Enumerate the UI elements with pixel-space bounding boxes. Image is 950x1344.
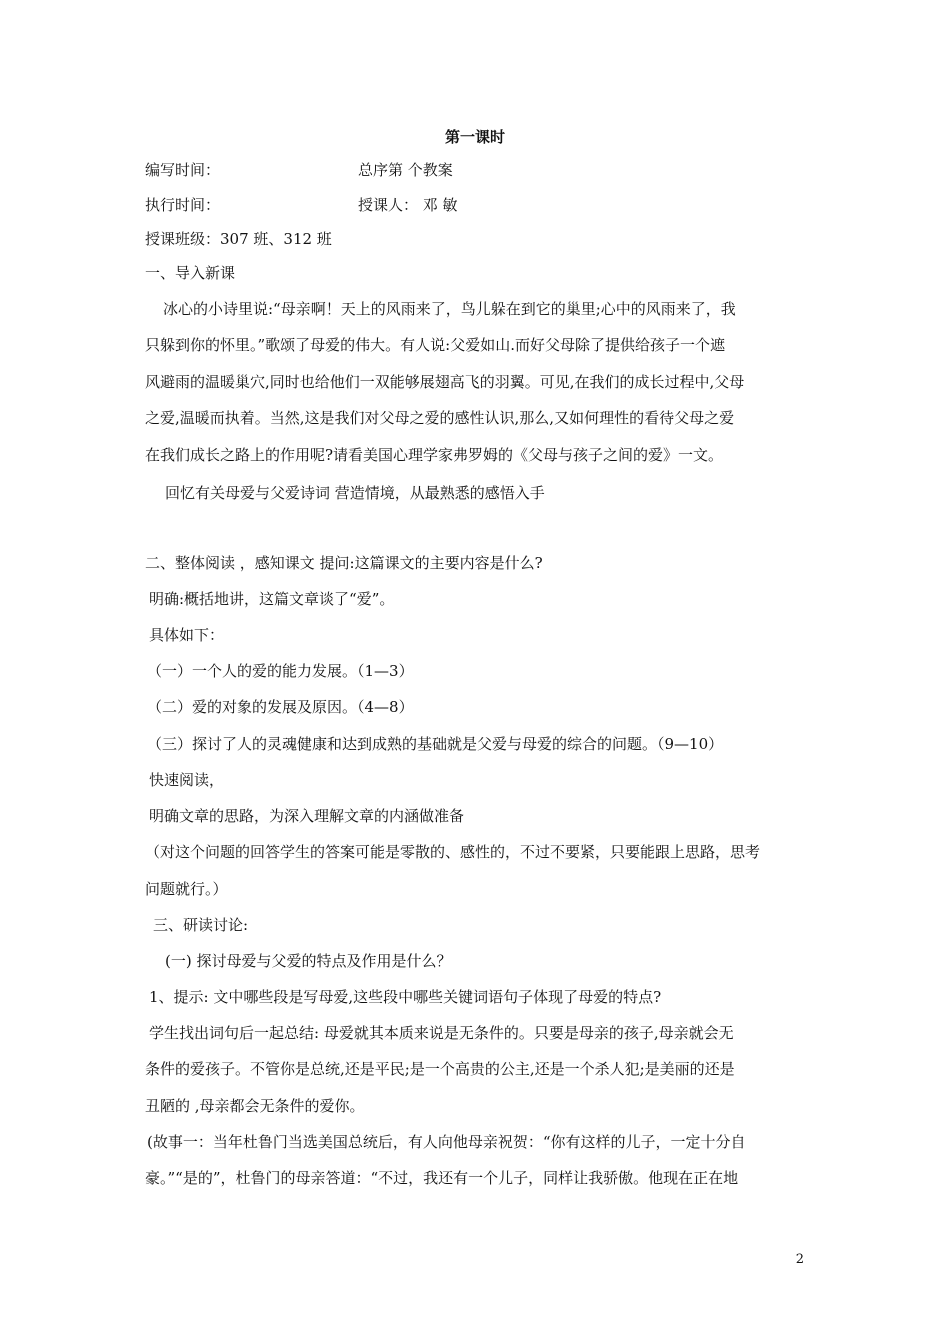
- section3-subheading: (一) 探讨母爱与父爱的特点及作用是什么？: [165, 952, 452, 970]
- section2-remark-line: 问题就行。）: [145, 880, 228, 898]
- section2-item: （一）一个人的爱的能力发展。（1—3）: [147, 662, 414, 680]
- section3-story-line: 豪。”“是的”，杜鲁门的母亲答道：“不过，我还有一个儿子，同样让我骄傲。他现在正在地: [145, 1169, 739, 1187]
- exec-time-label: 执行时间：: [145, 196, 221, 214]
- section2-goal: 明确文章的思路，为深入理解文章的内涵做准备: [149, 807, 465, 825]
- section1-paragraph-line: 风避雨的温暖巢穴,同时也给他们一双能够展翅高飞的羽翼。可见,在我们的成长过程中,父母: [145, 373, 745, 391]
- section1-paragraph-line: 冰心的小诗里说:“母亲啊！天上的风雨来了，鸟儿躲在到它的巢里;心中的风雨来了，我: [163, 300, 736, 318]
- section2-detail: 具体如下：: [149, 626, 225, 644]
- section2-remark-line: （对这个问题的回答学生的答案可能是零散的、感性的，不过不要紧，只要能跟上思路，思考: [145, 843, 761, 861]
- section2-quick: 快速阅读，: [149, 771, 225, 789]
- section1-paragraph-line: 在我们成长之路上的作用呢?请看美国心理学家弗罗姆的《父母与孩子之间的爱》一文。: [145, 446, 724, 464]
- classes-label: 授课班级：307 班、312 班: [145, 230, 332, 248]
- section3-story-line: (故事一：当年杜鲁门当选美国总统后，有人向他母亲祝贺：“你有这样的儿子，一定十分自: [147, 1133, 746, 1151]
- section2-item: （三）探讨了人的灵魂健康和达到成熟的基础就是父爱与母爱的综合的问题。（9—10）: [147, 735, 724, 753]
- section3-hint: 1、提示: 文中哪些段是写母爱,这些段中哪些关键词语句子体现了母爱的特点?: [149, 988, 662, 1006]
- teacher-label: 授课人： 邓 敏: [358, 196, 458, 214]
- sequence-label: 总序第 个教案: [358, 161, 453, 179]
- section1-note: 回忆有关母爱与父爱诗词 营造情境，从最熟悉的感悟入手: [165, 484, 545, 502]
- section1-paragraph-line: 只躲到你的怀里。”歌颂了母爱的伟大。有人说:父爱如山.而好父母除了提供给孩子一个遮: [145, 336, 725, 354]
- section1-heading: 一、导入新课: [145, 264, 236, 282]
- write-time-label: 编写时间：: [145, 161, 221, 179]
- section3-summary-line: 条件的爱孩子。不管你是总统,还是平民;是一个高贵的公主,还是一个杀人犯;是美丽的还是: [145, 1060, 735, 1078]
- section2-heading: 二、整体阅读 ，感知课文 提问:这篇课文的主要内容是什么?: [145, 554, 543, 572]
- section2-item: （二）爱的对象的发展及原因。（4—8）: [147, 698, 414, 716]
- section3-summary-line: 学生找出词句后一起总结: 母爱就其本质来说是无条件的。只要是母亲的孩子,母亲就会无: [149, 1024, 734, 1042]
- page-title: 第一课时: [444, 128, 505, 146]
- section1-paragraph-line: 之爱,温暖而执着。当然,这是我们对父母之爱的感性认识,那么,又如何理性的看待父母之爱: [145, 409, 735, 427]
- section3-summary-line: 丑陋的 ,母亲都会无条件的爱你。: [145, 1097, 365, 1115]
- section3-heading: 三、研读讨论:: [153, 916, 249, 934]
- section2-answer: 明确:概括地讲，这篇文章谈了“爱”。: [149, 590, 395, 608]
- page-number: 2: [795, 1252, 804, 1267]
